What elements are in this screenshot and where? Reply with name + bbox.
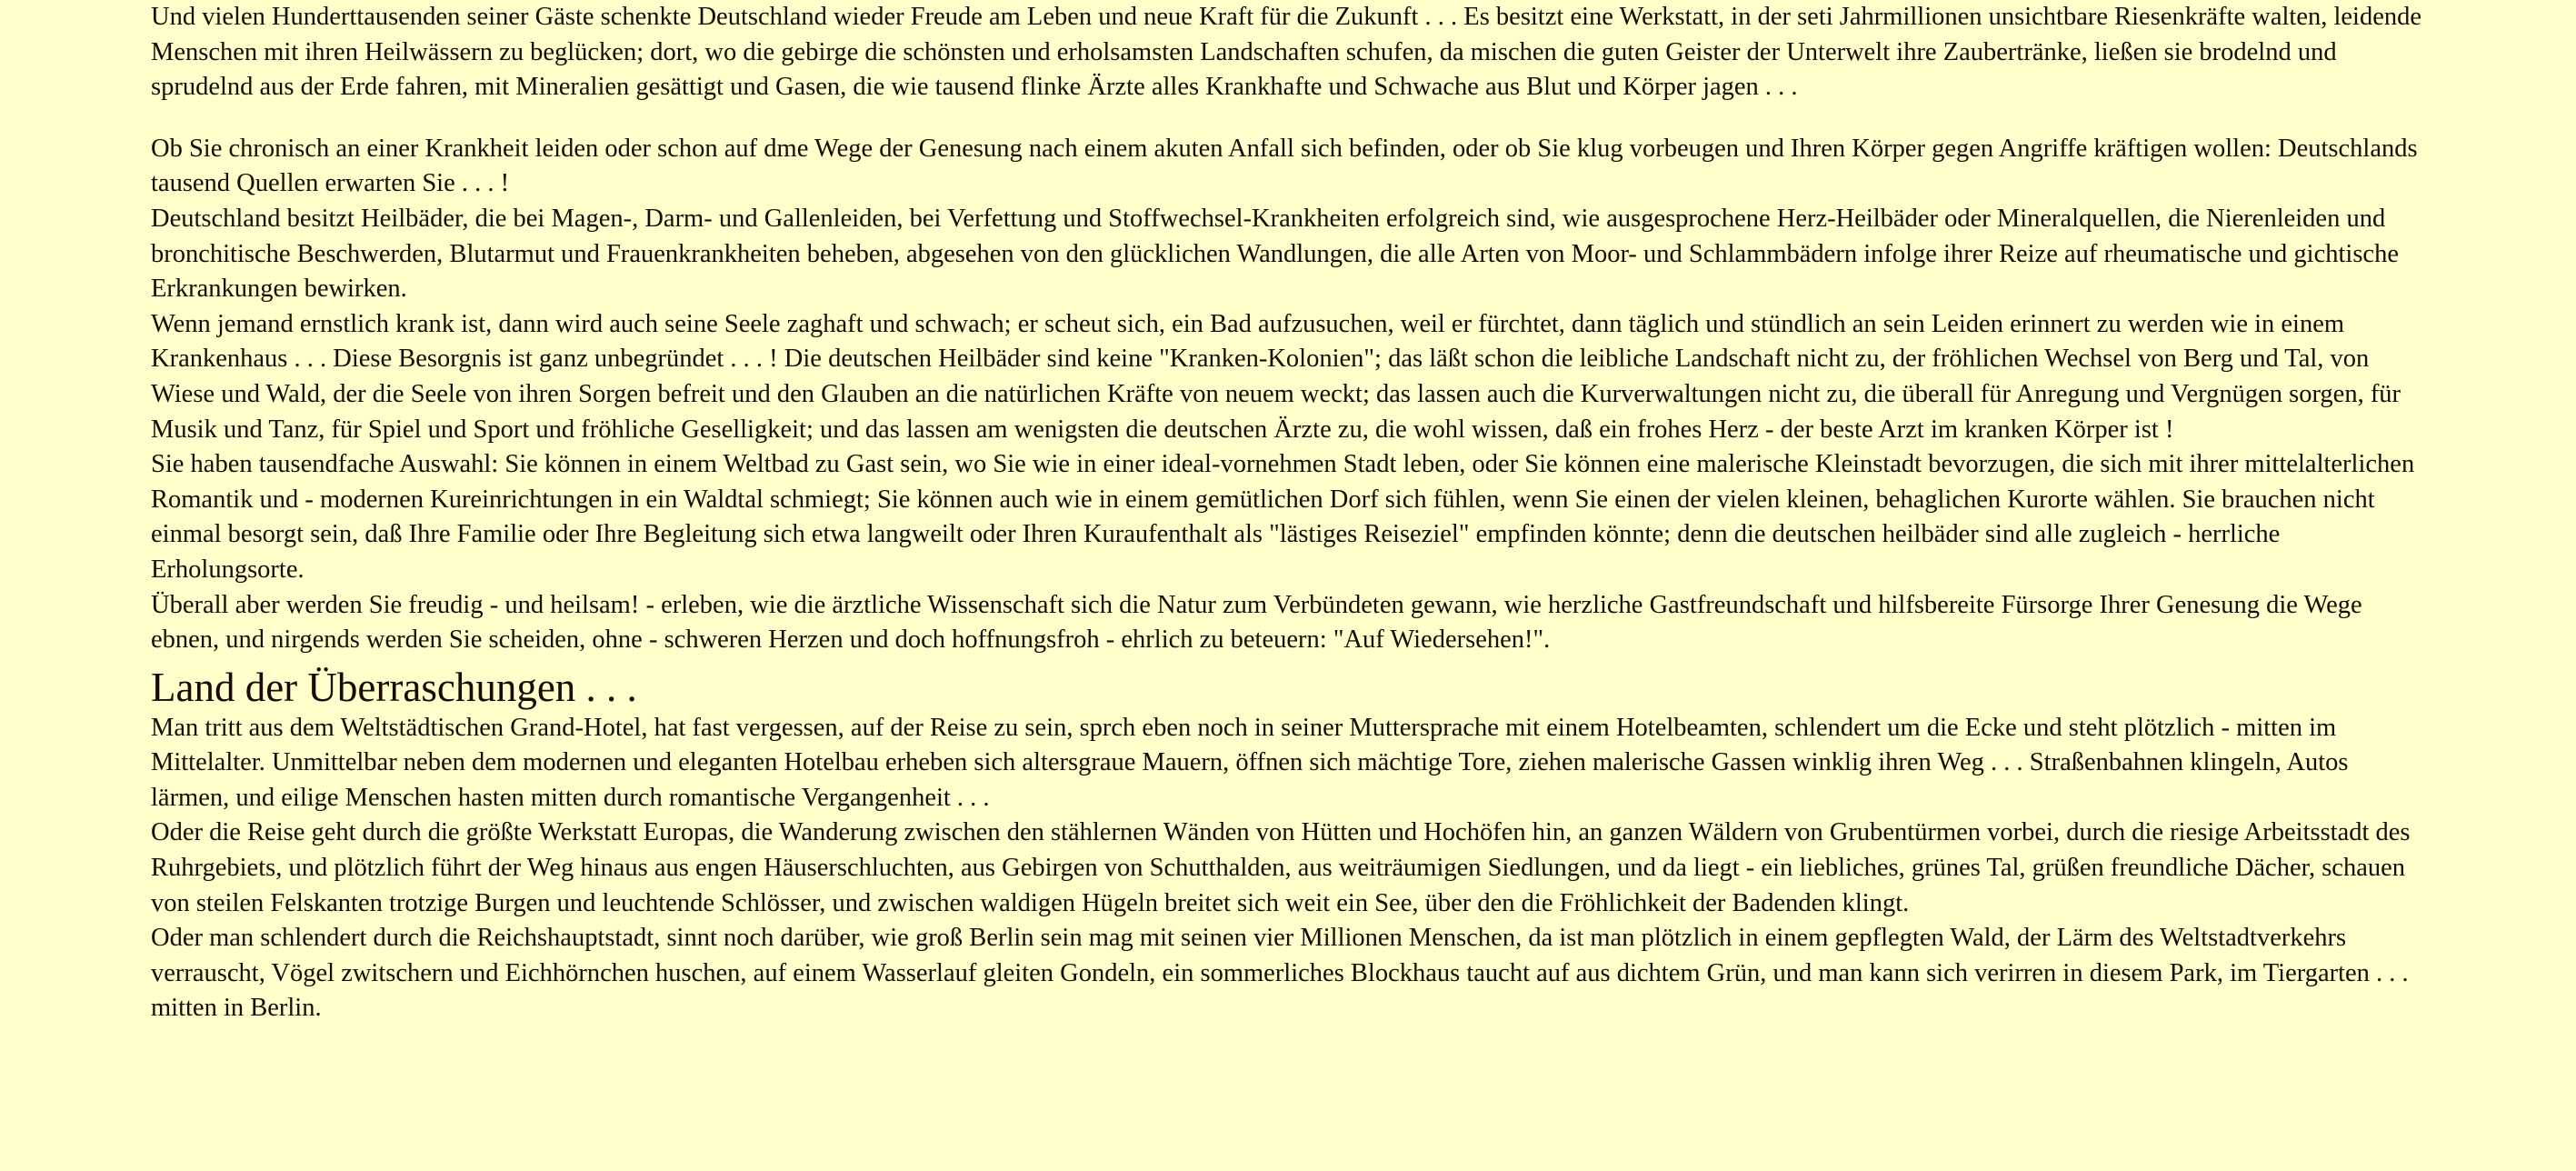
section-heading: Land der Überraschungen . . . bbox=[151, 664, 637, 710]
paragraph: Oder die Reise geht durch die größte Werkstatt Europas, die Wanderung zwischen den stählernen Wänden von Hütten und Hochöfen hin, an ganzen Wäldern von Grubentürmen vorbei, durch die riesige Arbeitsstadt des Ruhrgebiets, und plötzlich führt der Weg hinaus aus engen Häuserschluchten, aus Gebirgen von Schutthalden, aus weiträumigen Siedlungen, und da liegt - ein liebliches, grünes Tal, grüßen freundliche Dächer, schauen von steilen Felskanten trotzige Burgen und leuchtende Schlösser, und zwischen waldigen Hügeln breitet sich weit ein See, über den die Fröhlichkeit der Badenden klingt. bbox=[151, 818, 2411, 917]
paragraph: Ob Sie chronisch an einer Krankheit leiden oder schon auf dme Wege der Genesung nach einem akuten Anfall sich befinden, oder ob Sie klug vorbeugen und Ihren Körper gegen Angriffe kräftigen wollen: Deutschlands tausend Quellen erwarten Sie . . . ! bbox=[151, 134, 2418, 198]
document-body bbox=[151, 0, 2432, 1026]
paragraph: Man tritt aus dem Weltstädtischen Grand-Hotel, hat fast vergessen, auf der Reise zu sein, sprch eben noch in seiner Muttersprache mit einem Hotelbeamten, schlendert um die Ecke und steht plötzlich - mitten im Mittelalter. Unmittelbar neben dem modernen und eleganten Hotelbau erheben sich altersgraue Mauern, öffnen sich mächtige Tore, ziehen malerische Gassen winklig ihren Weg . . . Straßenbahnen klingeln, Autos lärmen, und eilige Menschen hasten mitten durch romantische Vergangenheit . . . bbox=[151, 713, 2349, 812]
paragraph: Wenn jemand ernstlich krank ist, dann wird auch seine Seele zaghaft und schwach; er scheut sich, ein Bad aufzusuchen, weil er fürchtet, dann täglich und stündlich an sein Leiden erinnert zu werden wie in einem Krankenhaus . . . Diese Besorgnis ist ganz unbegründet . . . ! Die deutschen Heilbäder sind keine "Kranken-Kolonien"; das läßt schon die leibliche Landschaft nicht zu, der fröhlichen Wechsel von Berg und Tal, von Wiese und Wald, der die Seele von ihren Sorgen befreit und den Glauben an die natürlichen Kräfte von neuem weckt; das lassen auch die Kurverwaltungen nicht zu, die überall für Anregung und Vergnügen sorgen, für Musik und Tanz, für Spiel und Sport und fröhliche Geselligkeit; und das lassen am wenigsten die deutschen Ärzte zu, die wohl wissen, daß ein frohes Herz - der beste Arzt im kranken Körper ist ! bbox=[151, 309, 2401, 444]
paragraph: Und vielen Hunderttausenden seiner Gäste schenkte Deutschland wieder Freude am Leben und neue Kraft für die Zukunft . . . Es besitzt eine Werkstatt, in der seti Jahrmillionen unsichtbare Riesenkräfte walten, leidende Menschen mit ihren Heilwässern zu beglücken; dort, wo die gebirge die schönsten und erholsamsten Landschaften schufen, da mischen die guten Geister der Unterwelt ihre Zaubertränke, ließen sie brodelnd und sprudelnd aus der Erde fahren, mit Mineralien gesättigt und Gasen, die wie tausend flinke Ärzte alles Krankhafte und Schwache aus Blut und Körper jagen . . . bbox=[151, 3, 2422, 102]
paragraph-gap bbox=[151, 105, 2432, 132]
paragraph: Deutschland besitzt Heilbäder, die bei Magen-, Darm- und Gallenleiden, bei Verfettung und Stoffwechsel-Krankheiten erfolgreich sind, wie ausgesprochene Herz-Heilbäder oder Mineralquellen, die Nierenleiden und bronchitische Beschwerden, Blutarmut und Frauenkrankheiten beheben, abgesehen von den glücklichen Wandlungen, die alle Arten von Moor- und Schlammbädern infolge ihrer Reize auf rheumatische und gichtische Erkrankungen bewirken. bbox=[151, 204, 2399, 304]
paragraph: Sie haben tausendfache Auswahl: Sie können in einem Weltbad zu Gast sein, wo Sie wie in einer ideal-vornehmen Stadt leben, oder Sie können eine malerische Kleinstadt bevorzugen, die sich mit ihrer mittelalterlichen Romantik und - modernen Kureinrichtungen in ein Waldtal schmiegt; Sie können auch wie in einem gemütlichen Dorf sich fühlen, wenn Sie einen der vielen kleinen, behaglichen Kurorte wählen. Sie brauchen nicht einmal besorgt sein, daß Ihre Familie oder Ihre Begleitung sich etwa langweilt oder Ihren Kuraufenthalt als "lästiges Reiseziel" empfinden könnte; denn die deutschen heilbäder sind alle zugleich - herrliche Erholungsorte. bbox=[151, 450, 2415, 584]
paragraph: Oder man schlendert durch die Reichshauptstadt, sinnt noch darüber, wie groß Berlin sein mag mit seinen vier Millionen Menschen, da ist man plötzlich in einem gepflegten Wald, der Lärm des Weltstadtverkehrs verrauscht, Vögel zwitschern und Eichhörnchen huschen, auf einem Wasserlauf gleiten Gondeln, ein sommerliches Blockhaus taucht auf aus dichtem Grün, und man kann sich verirren in diesem Park, im Tiergarten . . . mitten in Berlin. bbox=[151, 924, 2409, 1023]
paragraph: Überall aber werden Sie freudig - und heilsam! - erleben, wie die ärztliche Wissenschaft sich die Natur zum Verbündeten gewann, wie herzliche Gastfreundschaft und hilfsbereite Fürsorge Ihrer Genesung die Wege ebnen, und nirgends werden Sie scheiden, ohne - schweren Herzen und doch hoffnungsfroh - ehrlich zu beteuern: "Auf Wiedersehen!". bbox=[151, 590, 2362, 655]
